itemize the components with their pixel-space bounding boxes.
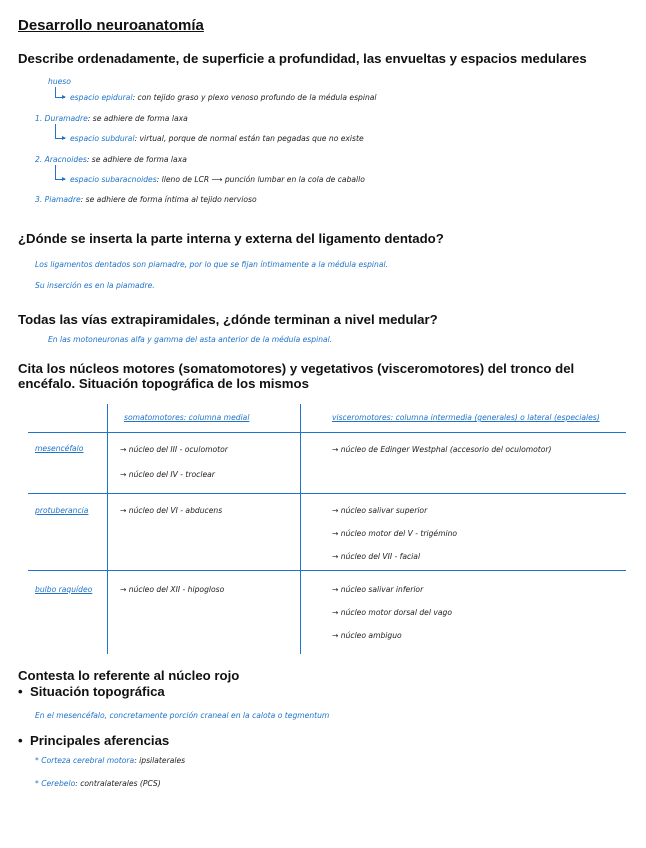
aferencia-cerebelo: * Cerebelo: contralaterales (PCS)	[35, 779, 161, 788]
table-divider	[300, 404, 301, 654]
answer-situacion: En el mesencéfalo, concretamente porción craneal en la calota o tegmentum	[35, 711, 330, 720]
list-item: → núcleo del VII - facial	[332, 552, 421, 561]
col-header-viscero: visceromotores: columna intermedia (generales) o lateral (especiales)	[332, 413, 600, 422]
list-item: → núcleo salivar superior	[332, 506, 428, 515]
row-label: protuberancia	[35, 506, 89, 515]
hueso-label: hueso	[48, 77, 71, 86]
col-header-somato: somatomotores: columna medial	[124, 413, 250, 422]
epidural-line: espacio epidural: con tejido graso y plexo venoso profundo de la médula espinal	[70, 93, 377, 102]
connector-line	[55, 165, 56, 180]
aracnoides-line: 2. Aracnoides: se adhiere de forma laxa	[35, 155, 187, 164]
question-nucleo-rojo: Contesta lo referente al núcleo rojo	[18, 668, 240, 683]
list-item: → núcleo motor dorsal del vago	[332, 608, 452, 617]
list-item: → núcleo salivar inferior	[332, 585, 424, 594]
question-envueltas: Describe ordenadamente, de superficie a profundidad, las envueltas y espacios medulares	[18, 51, 587, 66]
arrow-icon	[55, 97, 65, 98]
list-item: → núcleo del VI - abducens	[120, 506, 223, 515]
table-divider	[28, 493, 626, 494]
aferencia-corteza: * Corteza cerebral motora: ipsilaterales	[35, 756, 186, 765]
bullet-situacion: • Situación topográfica	[18, 684, 165, 699]
table-divider	[28, 570, 626, 571]
list-item: → núcleo del IV - troclear	[120, 470, 215, 479]
question-ligamento: ¿Dónde se inserta la parte interna y externa del ligamento dentado?	[18, 231, 444, 246]
list-item: → núcleo del XII - hipogloso	[120, 585, 225, 594]
question-nucleos-l1: Cita los núcleos motores (somatomotores) y vegetativos (visceromotores) del tronco del	[18, 361, 575, 376]
answer-ligamento-2: Su inserción es en la piamadre.	[35, 281, 155, 290]
piamadre-line: 3. Piamadre: se adhiere de forma íntima al tejido nervioso	[35, 195, 257, 204]
table-divider	[107, 404, 108, 654]
duramadre-line: 1. Duramadre: se adhiere de forma laxa	[35, 114, 188, 123]
page-title: Desarrollo neuroanatomía	[18, 17, 204, 34]
subdural-line: espacio subdural: virtual, porque de normal están tan pegadas que no existe	[70, 134, 364, 143]
question-nucleos-l2: encéfalo. Situación topográfica de los mismos	[18, 376, 309, 391]
table-divider	[28, 432, 626, 433]
list-item: → núcleo del III - oculomotor	[120, 445, 228, 454]
answer-ligamento-1: Los ligamentos dentados son piamadre, por lo que se fijan íntimamente a la médula espinal.	[35, 260, 388, 269]
list-item: → núcleo ambiguo	[332, 631, 402, 640]
question-extrapiramidales: Todas las vías extrapiramidales, ¿dónde terminan a nivel medular?	[18, 312, 438, 327]
list-item: → núcleo de Edinger Westphal (accesorio del oculomotor)	[332, 445, 552, 454]
bullet-aferencias: • Principales aferencias	[18, 733, 170, 748]
connector-line	[55, 124, 56, 139]
arrow-icon	[55, 138, 65, 139]
arrow-icon	[55, 179, 65, 180]
row-label: mesencéfalo	[35, 444, 84, 453]
list-item: → núcleo motor del V - trigémino	[332, 529, 458, 538]
subaracnoides-line: espacio subaracnoides: lleno de LCR ⟶ punción lumbar en la cola de caballo	[70, 175, 365, 184]
row-label: bulbo raquídeo	[35, 585, 93, 594]
answer-extrapiramidales: En las motoneuronas alfa y gamma del asta anterior de la médula espinal.	[48, 335, 333, 344]
